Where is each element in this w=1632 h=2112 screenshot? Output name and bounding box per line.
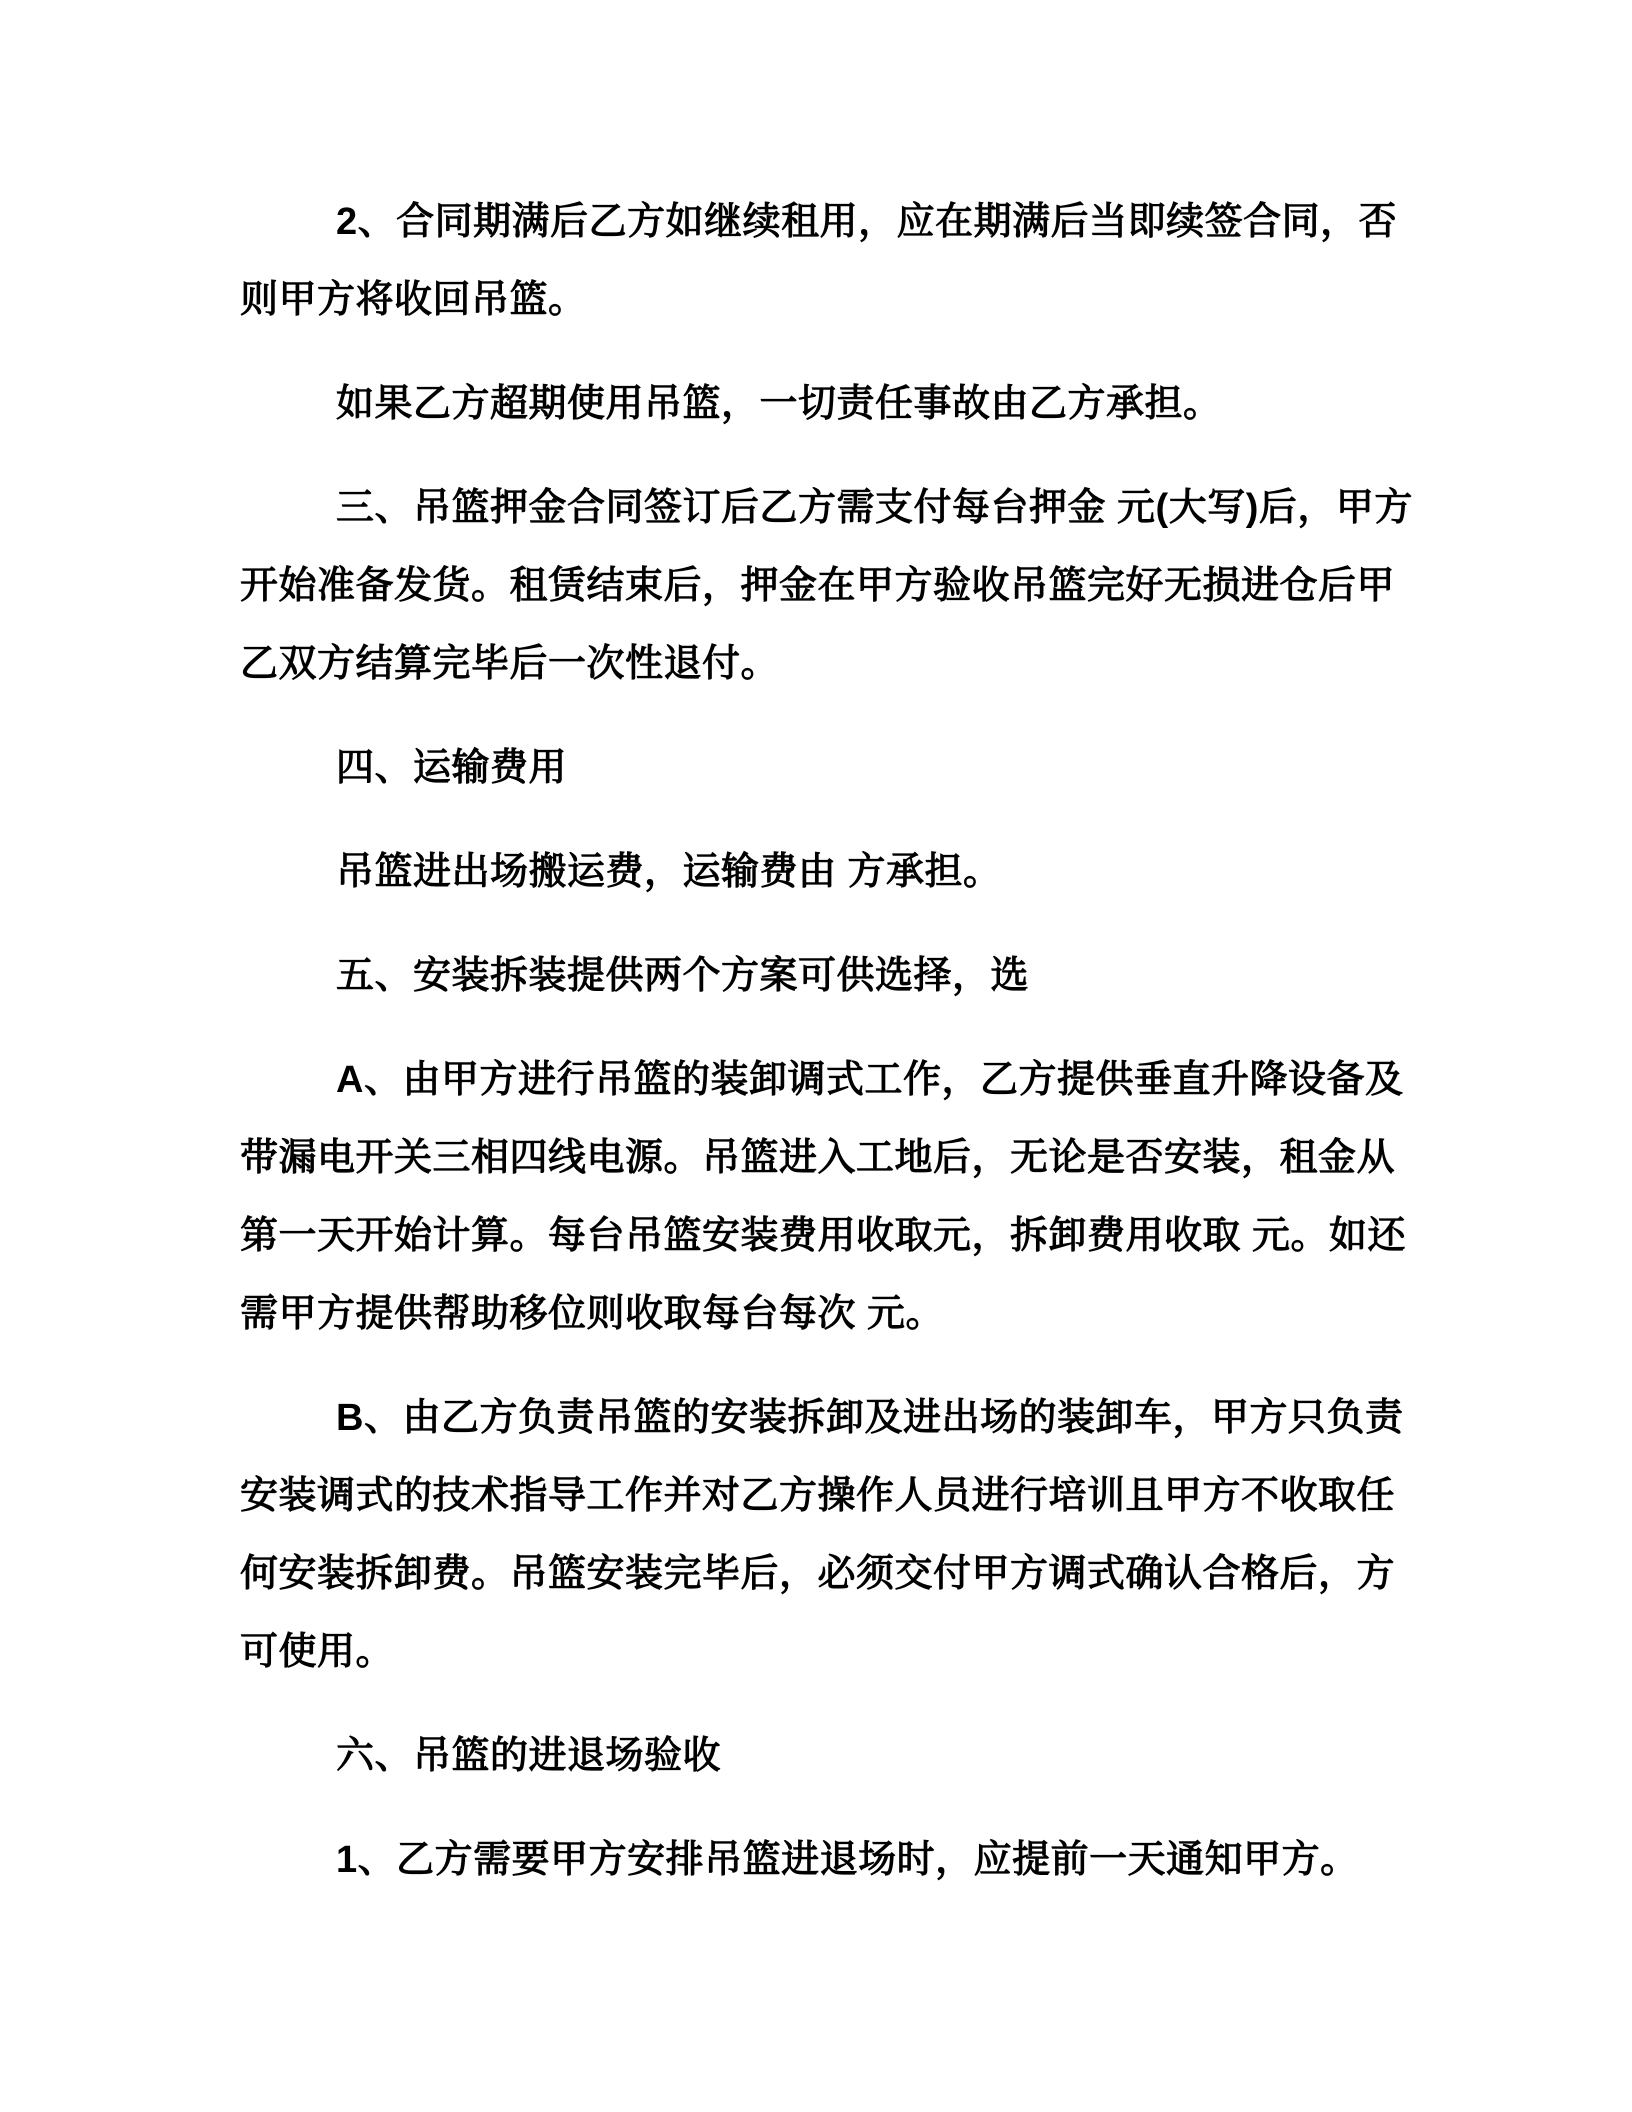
contract-line: B、由乙方负责吊篮的安装拆卸及进出场的装卸车，甲方只负责 [336,1397,1404,1439]
contract-line: 吊篮进出场搬运费，运输费由 方承担。 [336,851,1002,893]
contract-paragraph [240,833,1402,911]
contract-paragraph [240,1041,1407,1353]
contract-paragraph [240,183,1402,339]
contract-paragraph [240,937,1402,1015]
contract-line: 乙双方结算完毕后一次性退付。 [240,643,780,685]
contract-line: 如果乙方超期使用吊篮，一切责任事故由乙方承担。 [336,383,1222,425]
contract-line: 开始准备发货。租赁结束后，押金在甲方验收吊篮完好无损进仓后甲 [240,565,1396,607]
contract-line: 五、安装拆装提供两个方案可供选择，选 [336,955,1030,997]
contract-line: 则甲方将收回吊篮。 [240,279,587,321]
contract-paragraph [240,1717,1402,1795]
contract-line: 1、乙方需要甲方安排吊篮进退场时，应提前一天通知甲方。 [336,1839,1359,1881]
contract-paragraph [240,729,1402,807]
contract-line: 安装调式的技术指导工作并对乙方操作人员进行培训且甲方不收取任 [240,1475,1396,1517]
contract-line: 四、运输费用 [336,747,568,789]
contract-paragraph [240,1379,1402,1691]
contract-paragraph [240,1821,1402,1899]
contract-line: 六、吊篮的进退场验收 [336,1735,722,1777]
contract-line: 何安装拆卸费。吊篮安装完毕后，必须交付甲方调式确认合格后，方 [240,1553,1396,1595]
contract-line: 需甲方提供帮助移位则收取每台每次 元。 [240,1293,945,1335]
contract-paragraph [240,365,1402,443]
contract-line: 三、吊篮押金合同签订后乙方需支付每台押金 元(大写)后，甲方 [336,487,1413,529]
contract-line: 第一天开始计算。每台吊篮安装费用收取元，拆卸费用收取 元。如还 [240,1215,1407,1257]
contract-line: 可使用。 [240,1631,395,1673]
contract-line: 2、合同期满后乙方如继续租用，应在期满后当即续签合同，否 [336,201,1398,243]
contract-line: 带漏电开关三相四线电源。吊篮进入工地后，无论是否安装，租金从 [240,1137,1396,1179]
contract-line: A、由甲方进行吊篮的装卸调式工作，乙方提供垂直升降设备及 [336,1059,1404,1101]
contract-paragraph [240,469,1413,703]
